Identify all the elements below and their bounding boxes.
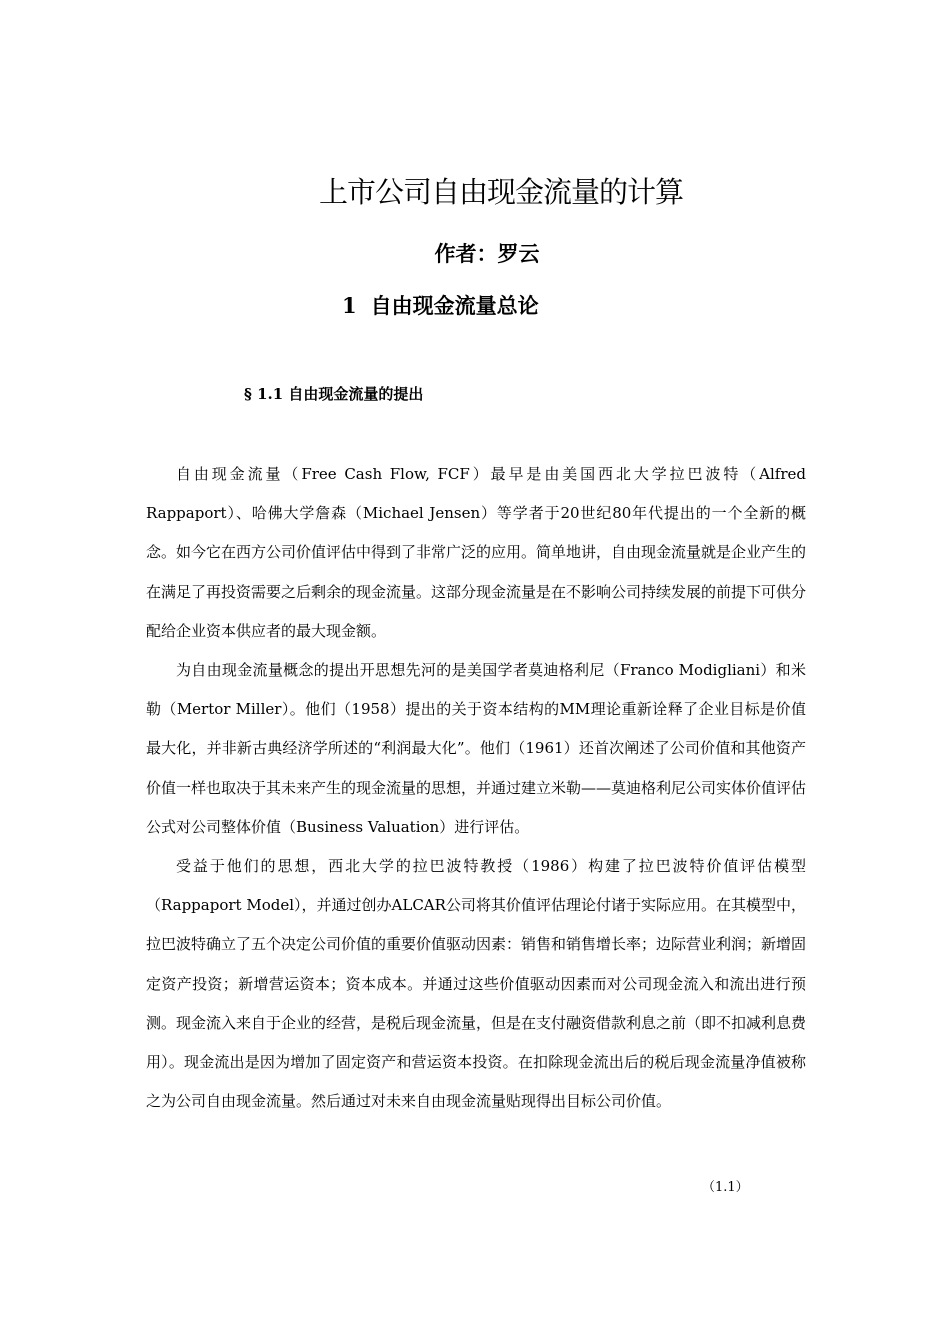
paragraph: 受益于他们的思想，西北大学的拉巴波特教授（1986）构建了拉巴波特价值评估模型（Rappaport Model），并通过创办ALCAR公司将其价值评估理论付诸于实际应用。在其模型中，拉巴波特确立了五个决定公司价值的重要价值驱动因素：销售和销售增长率；边际营业利润；新增固定资产投资；新增营运资本；资本成本。并通过这些价值驱动因素而对公司现金流入和流出进行预测。现金流入来自于企业的经营，是税后现金流量，但是在支付融资借款利息之前（即不扣减利息费用）。现金流出是因为增加了固定资产和营运资本投资。在扣除现金流出后的税后现金流量净值被称之为公司自由现金流量。然后通过对未来自由现金流量贴现得出目标公司价值。	[146, 857, 807, 1111]
chapter-title: 自由现金流量总论	[370, 294, 539, 318]
paragraph: 为自由现金流量概念的提出开思想先河的是美国学者莫迪格利尼（Franco Modigliani）和米勒（Mertor Miller）。他们（1958）提出的关于资本结构的MM理论重新诠释了企业目标是价值最大化，并非新古典经济学所述的“利润最大化”。他们（1961）还首次阐述了公司价值和其他资产价值一样也取决于其未来产生的现金流量的思想，并通过建立米勒——莫迪格利尼公司实体价值评估公式对公司整体价值（Business Valuation）进行评估。	[146, 661, 807, 836]
section-heading: § 1.1 自由现金流量的提出	[244, 385, 424, 403]
chapter-number: 1	[342, 293, 357, 318]
equation-number: （1.1）	[702, 1180, 749, 1195]
body-text	[146, 455, 806, 1121]
paragraph: 自由现金流量（Free Cash Flow, FCF）最早是由美国西北大学拉巴波特（Alfred Rappaport）、哈佛大学詹森（Michael Jensen）等学者于20世纪80年代提出的一个全新的概念。如今它在西方公司价值评估中得到了非常广泛的应用。简单地讲，自由现金流量就是企业产生的在满足了再投资需要之后剩余的现金流量。这部分现金流量是在不影响公司持续发展的前提下可供分配给企业资本供应者的最大现金额。	[146, 465, 807, 640]
document-title: 上市公司自由现金流量的计算	[318, 175, 683, 209]
author-line: 作者：罗云	[434, 242, 540, 266]
chapter-heading	[342, 289, 539, 323]
